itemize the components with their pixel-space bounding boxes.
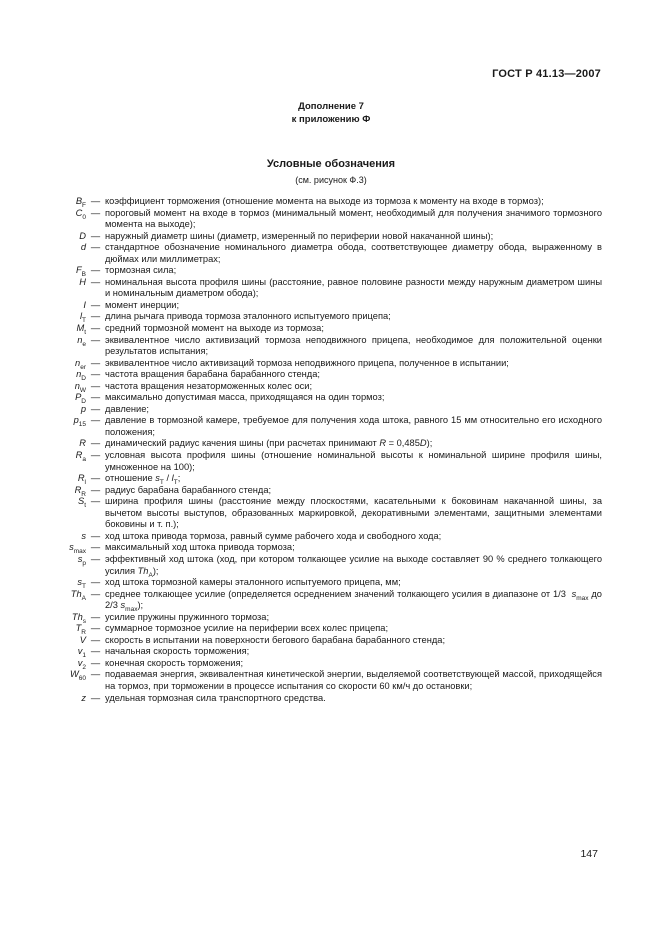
definition-text: подаваемая энергия, эквивалентная кинетической энергии, выделяемой соответствующей массой, приходящейся на тормоз, при торможении в процессе испытания со скорости 60 км/ч до остановки; — [105, 669, 602, 691]
definition-row — [46, 231, 602, 243]
definition-symbol: $n_{er}$ — [75, 357, 86, 371]
section-title: Условные обозначения — [266, 158, 396, 170]
definition-text: давление в тормозной камере, требуемое для получения хода штока, равного 15 мм относительно его исходного положения; — [105, 415, 602, 437]
definition-text: ход штока тормозной камеры эталонного испытуемого прицепа, мм; — [105, 577, 401, 588]
definition-text: стандартное обозначение номинального диаметра обода, соответствующее диаметру обода, выраженному в дюймах или миллиметрах; — [105, 242, 602, 264]
definition-row — [46, 554, 602, 577]
definition-symbol: $R_R$ — [74, 484, 86, 498]
definition-row — [46, 277, 602, 300]
definition-text: пороговый момент на входе в тормоз (минимальный момент, необходимый для получения значимого тормозного момента на выходе); — [105, 207, 602, 230]
definition-text: динамический радиус качения шины (при расчетах принимают R = 0,485D); — [105, 438, 433, 449]
definition-dash: — — [90, 692, 101, 703]
definition-row — [46, 473, 602, 485]
definition-symbol: $v_1$ — [77, 646, 86, 660]
definition-dash: — — [90, 369, 101, 380]
definition-row — [46, 311, 602, 323]
definition-dash: — — [90, 669, 101, 680]
definition-text: номинальная высота профиля шины (расстояние, равное половине разности между наружным диаметром шины и номинальным диаметром обода); — [105, 276, 602, 299]
definition-text: суммарное тормозное усилие на периферии всех колес прицепа; — [105, 623, 389, 634]
definition-dash: — — [90, 196, 101, 206]
definition-symbol: $s_p$ — [77, 553, 86, 567]
definition-dash: — — [90, 323, 101, 334]
definition-symbol: $n_D$ — [76, 369, 86, 383]
definition-symbol: $s_T$ — [77, 577, 86, 590]
definition-text: отношение $s_T / l_T$; — [105, 473, 181, 486]
definition-dash: — — [90, 392, 101, 403]
definition-text: эквивалентное число активизаций тормоза неподвижного прицепа, полученное в испытании; — [105, 357, 509, 368]
definition-dash: — — [90, 530, 101, 541]
annex-heading — [0, 100, 662, 126]
definition-dash: — — [90, 403, 101, 414]
definition-symbol: $M_t$ — [76, 323, 86, 336]
section-subtitle: (см. рисунок Ф.3) — [295, 175, 367, 185]
definition-dash: — — [90, 415, 101, 426]
definition-row — [46, 589, 602, 612]
definition-text: начальная скорость торможения; — [105, 646, 250, 657]
definition-symbol: $C_0$ — [75, 207, 86, 221]
definition-dash: — — [90, 496, 101, 507]
definition-text: длина рычага привода тормоза эталонного испытуемого прицепа; — [105, 311, 391, 322]
definitions-list — [46, 196, 602, 704]
definition-symbol: $S_t$ — [77, 496, 86, 510]
definition-symbol: H — [79, 276, 86, 287]
definition-text: частота вращения барабана барабанного стенда; — [105, 369, 320, 380]
definition-symbol: $R_a$ — [75, 450, 86, 463]
definition-text: условная высота профиля шины (отношение номинальной высоты к номинальной ширине профиля шины, умноженное на 100); — [105, 450, 602, 472]
definition-text: наружный диаметр шины (диаметр, измеренный по периферии новой накачанной шины); — [105, 230, 494, 241]
definition-symbol: z — [81, 692, 86, 703]
definition-text: частота вращения незаторможенных колес оси; — [105, 380, 313, 391]
definition-text: ход штока привода тормоза, равный сумме рабочего хода и свободного хода; — [105, 530, 442, 541]
definition-dash: — — [90, 311, 101, 322]
definition-dash: — — [90, 334, 101, 345]
definition-text: конечная скорость торможения; — [105, 657, 244, 668]
definition-dash: — — [90, 473, 101, 484]
definition-row — [46, 300, 602, 312]
definition-row — [46, 623, 602, 635]
definition-row — [46, 485, 602, 497]
document-id: ГОСТ Р 41.13—2007 — [492, 68, 601, 80]
definition-symbol: s — [81, 530, 86, 541]
definition-row — [46, 635, 602, 647]
annex-title: Дополнение 7 — [298, 101, 364, 112]
definition-symbol: $n_e$ — [77, 334, 86, 348]
definition-row — [46, 658, 602, 670]
annex-reference: к приложению Ф — [291, 114, 371, 125]
definition-dash: — — [90, 634, 101, 645]
definition-row — [46, 693, 602, 705]
definition-dash: — — [90, 588, 101, 599]
definition-symbol: I — [83, 299, 86, 310]
definition-text: максимальный ход штока привода тормоза; — [105, 542, 295, 553]
definition-dash: — — [90, 438, 101, 449]
definition-dash: — — [90, 299, 101, 310]
definition-dash: — — [90, 380, 101, 391]
definition-dash: — — [90, 207, 101, 218]
definition-symbol: $F_B$ — [75, 265, 86, 279]
definition-symbol: D — [79, 230, 86, 241]
definition-row — [46, 208, 602, 231]
definition-symbol: $s_{max}$ — [69, 542, 86, 556]
definition-row — [46, 669, 602, 692]
definition-symbol: $l_T$ — [79, 311, 86, 325]
definition-symbol: d — [80, 242, 86, 253]
definition-symbol: $W_{60}$ — [69, 669, 86, 683]
definition-symbol: $P_D$ — [75, 392, 86, 406]
definition-symbol: V — [79, 634, 86, 645]
definition-row — [46, 242, 602, 265]
definition-text: ширина профиля шины (расстояние между плоскостями, касательными к боковинам накачанной шины, за вычетом высоты выступов, образованных маркировкой, декоративными элементами, защитными элементами боковины и т. п.); — [105, 496, 602, 530]
definition-row — [46, 265, 602, 277]
page-number: 147 — [580, 848, 598, 860]
definition-row — [46, 335, 602, 358]
definition-row — [46, 323, 602, 335]
definition-dash: — — [90, 657, 101, 668]
definition-dash: — — [90, 553, 101, 564]
definition-text: момент инерции; — [105, 299, 180, 310]
definition-dash: — — [90, 265, 101, 276]
definition-dash: — — [90, 577, 101, 588]
definition-row — [46, 381, 602, 393]
definition-dash: — — [90, 484, 101, 495]
definition-dash: — — [90, 230, 101, 241]
definition-text: максимально допустимая масса, приходящаяся на один тормоз; — [105, 392, 385, 403]
definition-row — [46, 415, 602, 438]
definition-row — [46, 542, 602, 554]
definition-dash: — — [90, 357, 101, 368]
definition-dash: — — [90, 276, 101, 287]
definition-text: давление; — [105, 403, 149, 414]
definition-text: скорость в испытании на поверхности бегового барабана барабанного стенда; — [105, 634, 446, 645]
definition-row — [46, 404, 602, 416]
definition-text: удельная тормозная сила транспортного средства. — [105, 692, 326, 703]
definition-symbol: $Th_A$ — [70, 588, 86, 602]
definition-symbol: $B_F$ — [75, 196, 86, 209]
definition-symbol: $v_2$ — [77, 657, 86, 671]
definition-text: эквивалентное число активизаций тормоза неподвижного прицепа, необходимое для положительной оценки результатов испытания; — [105, 334, 602, 357]
definition-dash: — — [90, 623, 101, 634]
definition-dash: — — [90, 242, 101, 253]
definition-text: коэффициент торможения (отношение момента на выходе из тормоза к моменту на входе в тормоз); — [105, 196, 544, 206]
definition-dash: — — [90, 646, 101, 657]
definition-symbol: $n_W$ — [74, 380, 86, 394]
definition-symbol: $Th_s$ — [71, 611, 86, 625]
definition-text: средний тормозной момент на выходе из тормоза; — [105, 323, 324, 334]
definition-dash: — — [90, 542, 101, 553]
definition-row — [46, 369, 602, 381]
definition-row — [46, 646, 602, 658]
definition-dash: — — [90, 450, 101, 461]
definition-row — [46, 577, 602, 589]
definition-row — [46, 358, 602, 370]
definition-symbol: $R_l$ — [77, 473, 86, 486]
definition-text: среднее толкающее усилие (определяется осреднением значений толкающего усилия в диапазоне от 1/3 $s_{max}$ до 2/3 $s_{max}$); — [105, 588, 602, 613]
definition-row — [46, 496, 602, 531]
definition-text: радиус барабана барабанного стенда; — [105, 484, 272, 495]
definition-text: усилие пружины пружинного тормоза; — [105, 611, 270, 622]
definition-symbol: p — [80, 403, 86, 414]
definition-text: тормозная сила; — [105, 265, 177, 276]
definition-symbol: $p_{15}$ — [73, 415, 86, 429]
definition-row — [46, 450, 602, 473]
definition-text: эффективный ход штока (ход, при котором толкающее усилие на выходе составляет 90 % среднего толкающего усилия $Th_A$); — [105, 553, 602, 579]
definition-row — [46, 392, 602, 404]
definition-row — [46, 196, 602, 208]
definition-symbol: R — [79, 438, 86, 449]
definition-row — [46, 531, 602, 543]
definition-row — [46, 438, 602, 450]
definition-symbol: $T_R$ — [75, 623, 86, 637]
definition-row — [46, 612, 602, 624]
definition-dash: — — [90, 611, 101, 622]
